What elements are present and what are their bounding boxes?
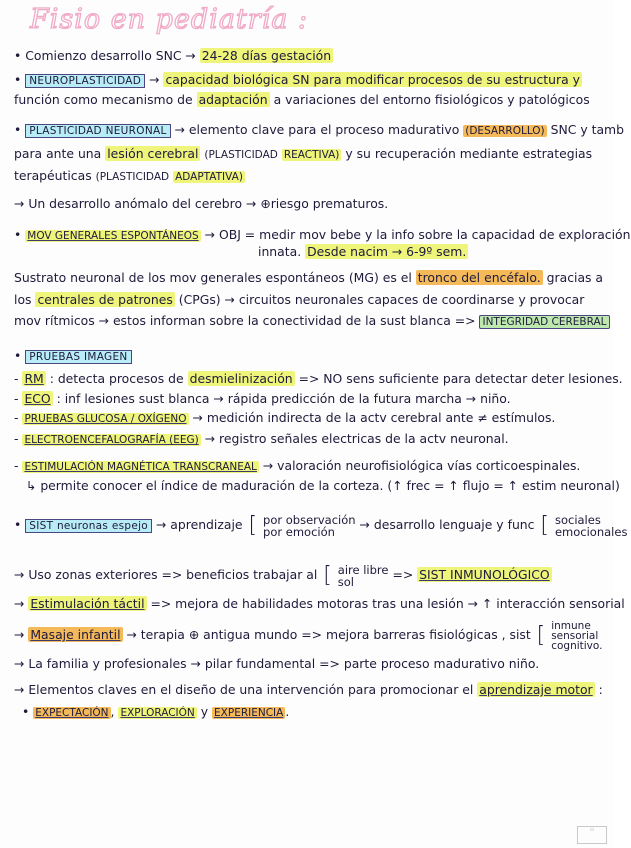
highlight: capacidad biológica SN para modificar procesos de su estructura y: [165, 72, 580, 87]
highlight: Desde nacim → 6-9º sem.: [307, 244, 467, 259]
text: (CPGs) → circuitos neuronales capaces de coordinarse y provocar: [178, 292, 585, 307]
note-line-8: [14, 227, 631, 244]
text: ↳ permite conocer el índice de maduración de la corteza. (↑ frec = ↑ flujo = ↑ estim neuronal): [26, 478, 620, 493]
branch-item: sol: [337, 574, 355, 589]
term-box: PRUEBAS IMAGEN: [25, 350, 131, 364]
note-line-13: [14, 348, 132, 365]
note-line-4: [14, 122, 624, 139]
text: y su recuperación mediante estrategias: [345, 146, 593, 161]
text: → medición indirecta de la actv cerebral ante ≠ estímulos.: [192, 410, 556, 425]
note-line-17: [14, 431, 509, 448]
branch-item: por emoción: [263, 524, 335, 539]
text: innata.: [258, 244, 302, 259]
bullet: •: [14, 72, 22, 87]
text: → valoración neurofisiológica vías corticoespinales.: [262, 458, 581, 473]
highlight: 24-28 días gestación: [201, 48, 332, 63]
term-box: PLASTICIDAD NEURONAL: [25, 124, 170, 138]
text: (PLASTICIDAD: [204, 149, 278, 161]
note-line-10: [14, 270, 603, 286]
note-line-20: [14, 512, 627, 539]
dash: -: [14, 431, 19, 446]
term-highlight: Masaje infantil: [30, 627, 121, 642]
note-line-3: [14, 92, 590, 108]
text: Sustrato neuronal de los mov generales espontáneos (MG) es el: [14, 270, 412, 285]
text: a variaciones del entorno fisiológicos y patológicos: [273, 92, 590, 107]
text: → desarrollo lenguaje y func: [359, 517, 535, 532]
app-watermark-logo: ▭: [577, 826, 607, 844]
note-line-1: [14, 48, 333, 64]
note-line-5: [14, 146, 592, 163]
branch-list: [263, 514, 356, 538]
branch-item: aire libre: [337, 562, 389, 577]
note-line-9: [258, 244, 468, 260]
dash: -: [14, 371, 19, 386]
note-line-26: [22, 704, 289, 721]
text: → terapia ⊕ antigua mundo => mejora barreras fisiológicas , sist: [126, 627, 531, 642]
highlight: tronco del encéfalo.: [417, 270, 541, 285]
bullet: •: [14, 122, 22, 137]
text: : inf lesiones sust blanca → rápida predicción de la futura marcha → niño.: [56, 391, 511, 406]
highlight: desmielinización: [189, 371, 293, 386]
bullet: •: [14, 348, 22, 363]
text: → OBJ = medir mov bebe y la info sobre la capacidad de exploración: [204, 227, 631, 242]
text: → La familia y profesionales → pilar fundamental => parte proceso madurativo niño.: [14, 656, 540, 671]
text: =>: [392, 567, 414, 582]
text: gracias a: [546, 270, 604, 285]
term-box: NEUROPLASTICIDAD: [25, 74, 145, 88]
arrow: →: [14, 627, 25, 642]
arrow: →: [14, 596, 25, 611]
note-line-11: [14, 292, 584, 308]
highlight: centrales de patrones: [37, 292, 173, 307]
brace: [: [248, 512, 258, 538]
text: → Uso zonas exteriores => beneficios trabajar al: [14, 567, 318, 582]
note-line-2: [14, 72, 582, 89]
branch-item: cognitivo.: [551, 639, 603, 652]
brace: [: [323, 562, 332, 588]
text: → aprendizaje: [155, 517, 243, 532]
note-line-23: [14, 620, 602, 651]
text: : detecta procesos de: [49, 371, 184, 386]
dash: -: [14, 410, 19, 425]
text: para ante una: [14, 146, 102, 161]
note-line-25: [14, 682, 603, 698]
brace: [: [540, 512, 550, 538]
term-highlight: SIST INMUNOLÓGICO: [419, 567, 550, 582]
colon: :: [598, 682, 603, 697]
note-line-16: [14, 410, 555, 427]
term-highlight: EXPECTACIÓN: [35, 707, 109, 719]
arrow: →: [149, 72, 160, 87]
highlight: ADAPTATIVA): [175, 171, 243, 183]
text: (PLASTICIDAD: [95, 171, 170, 183]
text: mov rítmicos → estos informan sobre la conectividad de la sust blanca =>: [14, 313, 476, 328]
branch-list: [555, 514, 627, 538]
text: → Un desarrollo anómalo del cerebro → ⊕riesgo prematuros.: [14, 196, 389, 211]
term-highlight: ECO: [24, 391, 51, 406]
term-highlight: MOV GENERALES ESPONTÁNEOS: [27, 230, 199, 242]
highlight: adaptación: [198, 92, 268, 107]
brace: [: [536, 622, 546, 648]
note-line-7: [14, 196, 388, 212]
highlight: REACTIVA): [283, 149, 340, 161]
dash: -: [14, 458, 19, 473]
text: función como mecanismo de: [14, 92, 193, 107]
term-highlight: Estimulación táctil: [30, 596, 145, 611]
term-highlight: RM: [24, 371, 44, 386]
highlight: lesión cerebral: [107, 146, 199, 161]
note-line-21: [14, 562, 552, 588]
text: • Comienzo desarrollo SNC →: [14, 48, 196, 63]
page-title: Fisio en pediatría :: [30, 4, 309, 35]
term-highlight: PRUEBAS GLUCOSA / OXÍGENO: [24, 413, 187, 425]
text: SNC y tamb: [550, 122, 624, 137]
bullet: •: [14, 227, 22, 242]
branch-item: emocionales: [554, 524, 628, 539]
note-line-6: [14, 168, 245, 185]
note-line-14: [14, 371, 623, 387]
term-box: INTEGRIDAD CEREBRAL: [479, 315, 609, 329]
term-highlight: aprendizaje motor: [479, 682, 593, 697]
dash: -: [14, 391, 19, 406]
branch-item: sociales: [554, 512, 601, 527]
highlight: (DESARROLLO): [465, 125, 545, 137]
note-line-12: [14, 313, 610, 330]
branch-item: inmune: [551, 619, 591, 632]
note-line-18: [14, 458, 580, 475]
branch-item: por observación: [263, 512, 356, 527]
period: .: [285, 704, 290, 719]
bullet: •: [22, 704, 30, 719]
term-highlight: EXPERIENCIA: [214, 707, 284, 719]
term-highlight: EXPLORACIÓN: [120, 707, 195, 719]
branch-list: [551, 621, 602, 651]
text: terapéuticas: [14, 168, 92, 183]
text: → registro señales electricas de la actv neuronal.: [204, 431, 509, 446]
note-line-19: [26, 478, 620, 494]
term-highlight: ELECTROENCEFALOGRAFÍA (EEG): [24, 434, 199, 446]
note-line-15: [14, 391, 511, 407]
text: los: [14, 292, 32, 307]
comma: ,: [110, 704, 115, 719]
text: => mejora de habilidades motoras tras una lesión → ↑ interacción sensorial: [150, 596, 625, 611]
branch-item: sensorial: [551, 629, 599, 642]
branch-list: [338, 564, 389, 588]
text: → elemento clave para el proceso madurativo: [174, 122, 460, 137]
note-line-22: [14, 596, 625, 612]
text: y: [200, 704, 209, 719]
term-highlight: ESTIMULACIÓN MAGNÉTICA TRANSCRANEAL: [24, 461, 257, 473]
text: => NO sens suficiente para detectar deter lesiones.: [298, 371, 623, 386]
note-line-24: [14, 656, 539, 672]
term-box: SIST neuronas espejo: [25, 519, 152, 533]
bullet: •: [14, 517, 22, 532]
text: → Elementos claves en el diseño de una intervención para promocionar el: [14, 682, 474, 697]
